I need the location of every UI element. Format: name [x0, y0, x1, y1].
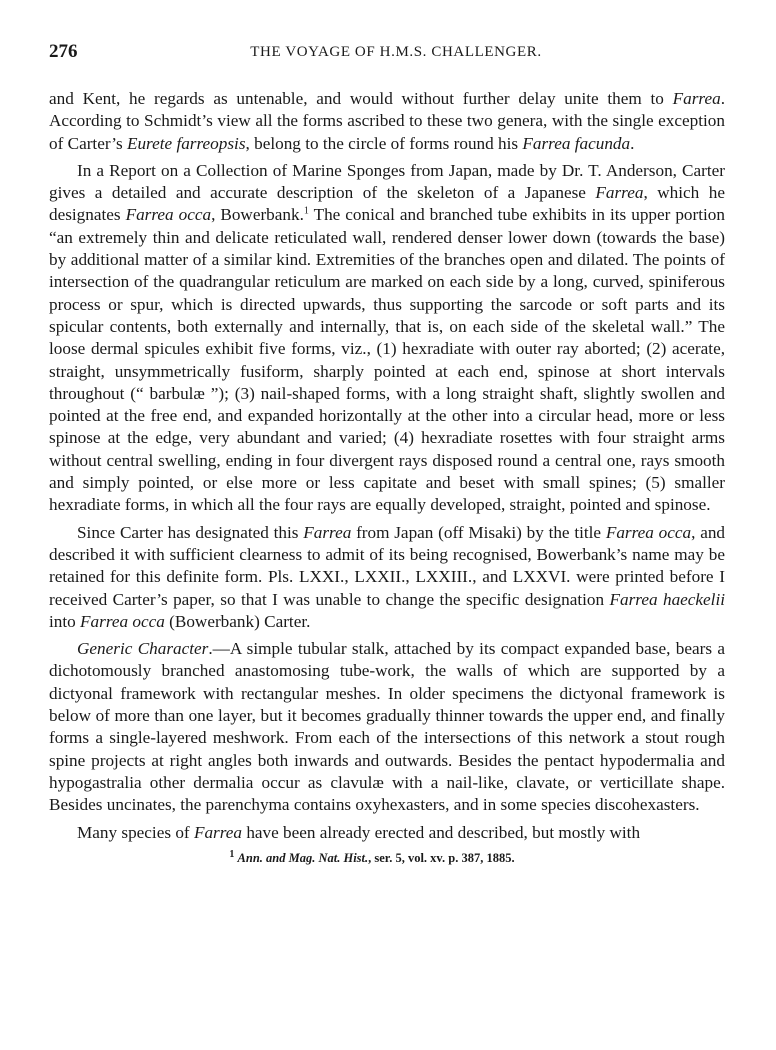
page-number: 276 — [49, 41, 78, 62]
italic-text: Ann. and Mag. Nat. Hist. — [237, 850, 369, 865]
italic-text: Farrea occa — [605, 522, 692, 542]
footnote — [49, 850, 725, 866]
italic-text: Farrea — [595, 183, 644, 203]
italic-text: Generic Character — [77, 639, 209, 659]
text-run: have been already erected and described, but mostly with — [242, 822, 641, 842]
text-run: .—A simple tubular stalk, attached by its compact expanded base, bears a dichotomously branched anastomosing tube-work, the walls of which are supported by a dictyonal framework with rectangular meshes. In older specimens the dictyonal framework is below of more than one layer, but it becomes gradually thinner towards the upper end, and finally forms a single-layered meshwork. From each of the intersections of this network a stout rough spine projects at right angles both inwards and outwards. Besides the pentact hypodermalia and hypogastralia other dermalia occur as clavulæ with a nail-like, clavate, or verticillate shape. Besides uncinates, the parenchyma contains oxyhexasters, and in some species discohexasters. — [49, 639, 725, 815]
text-run: into — [49, 611, 81, 631]
text-run: , which he designates — [49, 183, 725, 225]
text-run: from Japan (off Misaki) by the title — [351, 522, 606, 542]
paragraph — [49, 88, 725, 155]
text-run: The conical and branched tube exhibits in its upper portion “an extremely thin and delicate reticulated wall, rendered denser lower down (towards the base) by additional matter of a similar kind. Extremities of the branches open and dilated. The points of intersection of the quadrangular reticulum are marked on each side by a long, curved, spiniferous process or spur, which is directed upwards, thus supporting the sarcode or soft parts and its spicular contents, both externally and internally, that is, on each side of the skeletal wall.” The loose dermal spicules exhibit five forms, viz., (1) hexradiate with outer ray aborted; (2) acerate, straight, unsymmetrically fusiform, sharply pointed at each end, spinose at short intervals throughout (“ barbulæ ”); (3) nail-shaped forms, with a long straight shaft, slightly swollen and pointed at the free end, and expanded horizontally at the other into a circular head, more or less spinose at the edge, very abundant and varied; (4) hexradiate rosettes with four straight arms without central swelling, ending in four divergent rays disposed round a central one, rays smooth and simply pointed, or else more or less capitate and beset with small spines; (5) smaller hexradiate forms, in which all the four rays are equally developed, straight, pointed and spinose. — [49, 205, 725, 515]
italic-text: Farrea — [303, 522, 352, 542]
paragraph — [49, 638, 725, 816]
text-run: . According to Schmidt’s view all the forms ascribed to these two genera, with the single exception of Carter’s — [49, 89, 725, 153]
text-run: , belong to the circle of forms round his — [245, 133, 523, 153]
page-header — [49, 40, 725, 66]
page — [49, 40, 725, 866]
text-run: (Bowerbank) Carter. — [164, 611, 311, 631]
body-text — [49, 88, 725, 844]
text-run: In a Report on a Collection of Marine Sponges from Japan, made by Dr. T. Anderson, Carter gives a detailed and accurate description of the skeleton of a Japanese — [49, 160, 725, 203]
italic-text: Farrea facunda — [522, 133, 631, 153]
footnote-text — [238, 851, 515, 865]
italic-text: Farrea occa — [125, 205, 212, 225]
italic-text: Farrea — [672, 89, 721, 108]
italic-text: Eurete farreopsis — [126, 133, 246, 153]
text-run: and Kent, he regards as untenable, and would without further delay unite them to — [49, 89, 673, 108]
text-run: Many species of — [77, 822, 194, 842]
footnote-marker: 1 — [229, 848, 235, 860]
italic-text: Farrea occa — [80, 611, 165, 631]
text-run: , ser. 5, vol. xv. p. 387, 1885. — [368, 850, 515, 865]
text-run: , and described it with sufficient clearness to admit of its being recognised, Bowerbank’s name may be retained for this definite form. Pls. LXXI., LXXII., LXXIII., and LXXVI. were printed before I received Carter’s paper, so that I was unable to change the specific designation — [49, 522, 726, 609]
running-title: THE VOYAGE OF H.M.S. CHALLENGER. — [250, 44, 542, 60]
footnote-ref: 1 — [303, 205, 309, 217]
paragraph — [49, 522, 725, 633]
paragraph — [49, 822, 725, 844]
text-run: Since Carter has designated this — [77, 522, 304, 542]
text-run: . — [630, 133, 635, 153]
text-run: , Bowerbank. — [211, 205, 304, 225]
italic-text: Farrea haeckelii — [609, 589, 725, 609]
paragraph — [49, 160, 725, 517]
italic-text: Farrea — [193, 822, 243, 842]
